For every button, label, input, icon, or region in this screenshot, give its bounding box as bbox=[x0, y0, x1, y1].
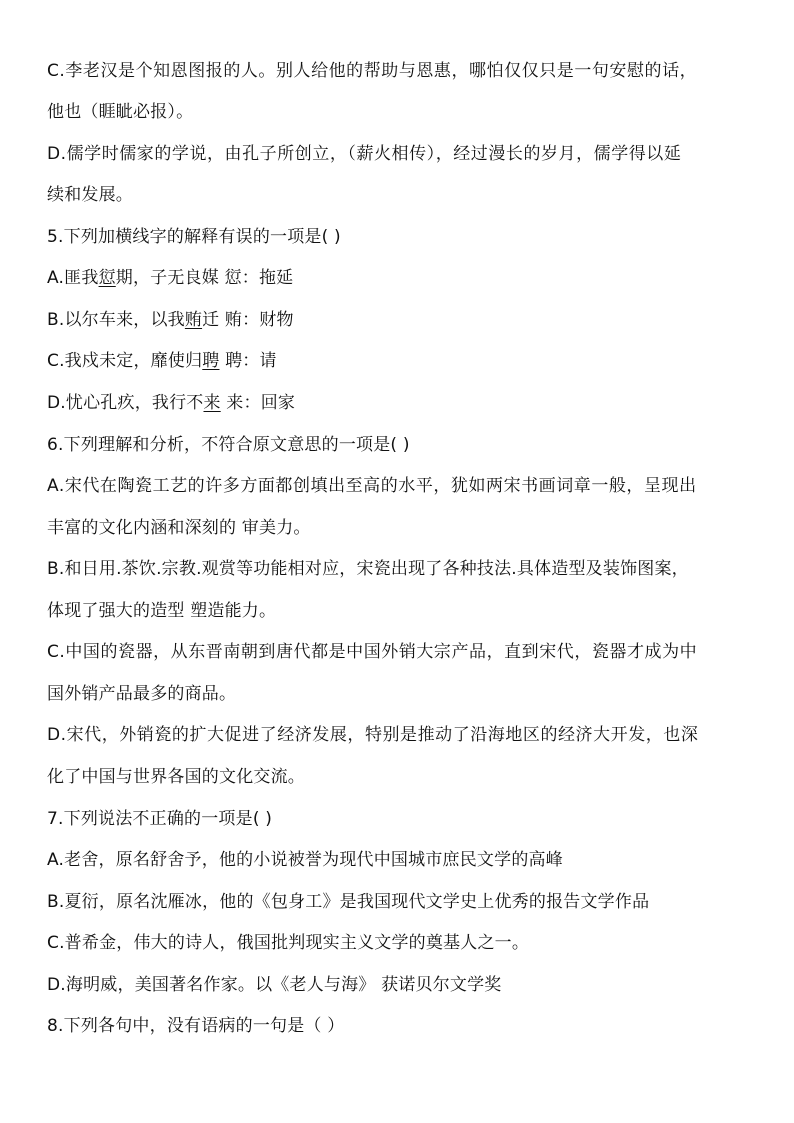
text: 他也（睚眦必报）。 bbox=[47, 102, 194, 122]
question-5-option-a bbox=[47, 267, 293, 289]
text: 聘：请 bbox=[219, 351, 277, 371]
text: C.我戍未定，靡使归 bbox=[47, 351, 203, 371]
question-6-option-c-line-1 bbox=[47, 641, 697, 663]
text: D.海明威，美国著名作家。以《老人与海》 获诺贝尔文学奖 bbox=[47, 975, 502, 995]
question-7-option-d bbox=[47, 974, 502, 996]
question-6-option-c-line-2 bbox=[47, 683, 236, 705]
text: B.以尔车来，以我 bbox=[47, 310, 185, 330]
question-5-option-c bbox=[47, 350, 277, 372]
text: C.中国的瓷器，从东晋南朝到唐代都是中国外销大宗产品，直到宋代，瓷器才成为中 bbox=[47, 642, 698, 662]
underlined-character: 来 bbox=[203, 393, 221, 413]
question-6-stem bbox=[47, 434, 410, 456]
question-6-option-d-line-1 bbox=[47, 724, 698, 746]
question-5-option-d bbox=[47, 392, 295, 414]
text: D.儒学时儒家的学说，由孔子所创立，（薪火相传），经过漫长的岁月，儒学得以延 bbox=[47, 144, 682, 164]
text: 化了中国与世界各国的文化交流。 bbox=[47, 767, 305, 787]
text: 国外销产品最多的商品。 bbox=[47, 684, 237, 704]
underlined-character: 愆 bbox=[98, 268, 116, 288]
text: 7.下列说法不正确的一项是( ) bbox=[47, 809, 273, 829]
text: 8.下列各句中，没有语病的一句是（ ） bbox=[47, 1016, 345, 1036]
text: A.宋代在陶瓷工艺的许多方面都创填出至高的水平，犹如两宋书画词章一般，呈现出 bbox=[47, 476, 697, 496]
text: B.夏衍，原名沈雁冰，他的《包身工》是我国现代文学史上优秀的报告文学作品 bbox=[47, 892, 650, 912]
text: 期，子无良媒 愆：拖延 bbox=[115, 268, 294, 288]
question-7-stem bbox=[47, 808, 272, 830]
text: D.忧心孔疚，我行不 bbox=[47, 393, 204, 413]
option-c-line-1 bbox=[47, 60, 697, 82]
option-d-line-1 bbox=[47, 143, 681, 165]
option-c-line-2 bbox=[47, 101, 193, 123]
underlined-character: 贿 bbox=[184, 310, 203, 330]
underlined-character: 聘 bbox=[202, 351, 220, 371]
text: 5.下列加横线字的解释有误的一项是( ) bbox=[47, 227, 341, 247]
text: 体现了强大的造型 塑造能力。 bbox=[47, 601, 277, 621]
question-6-option-d-line-2 bbox=[47, 766, 305, 788]
text: 迁 贿：财物 bbox=[202, 310, 294, 330]
option-d-line-2 bbox=[47, 184, 133, 206]
text: 6.下列理解和分析，不符合原文意思的一项是( ) bbox=[47, 435, 410, 455]
question-7-option-b bbox=[47, 891, 649, 913]
text: A.匪我 bbox=[47, 268, 99, 288]
question-5-option-b bbox=[47, 309, 294, 331]
question-6-option-a-line-1 bbox=[47, 475, 697, 497]
question-5-stem bbox=[47, 226, 341, 248]
question-7-option-c bbox=[47, 932, 529, 954]
text: C.普希金，伟大的诗人，俄国批判现实主义文学的奠基人之一。 bbox=[47, 933, 530, 953]
text: C.李老汉是个知恩图报的人。别人给他的帮助与恩惠，哪怕仅仅只是一句安慰的话， bbox=[47, 61, 698, 81]
question-6-option-b-line-2 bbox=[47, 600, 276, 622]
text: D.宋代，外销瓷的扩大促进了经济发展，特别是推动了沿海地区的经济大开发，也深 bbox=[47, 725, 699, 745]
text: 续和发展。 bbox=[47, 185, 133, 205]
text: 来：回家 bbox=[220, 393, 296, 413]
question-6-option-a-line-2 bbox=[47, 517, 311, 539]
question-8-stem bbox=[47, 1015, 344, 1037]
text: B.和日用.茶饮.宗教.观赏等功能相对应，宋瓷出现了各种技法.具体造型及装饰图案， bbox=[47, 559, 689, 579]
text: A.老舍，原名舒舍予，他的小说被誉为现代中国城市庶民文学的高峰 bbox=[47, 850, 563, 870]
question-6-option-b-line-1 bbox=[47, 558, 689, 580]
question-7-option-a bbox=[47, 849, 563, 871]
text: 丰富的文化内涵和深刻的 审美力。 bbox=[47, 518, 311, 538]
